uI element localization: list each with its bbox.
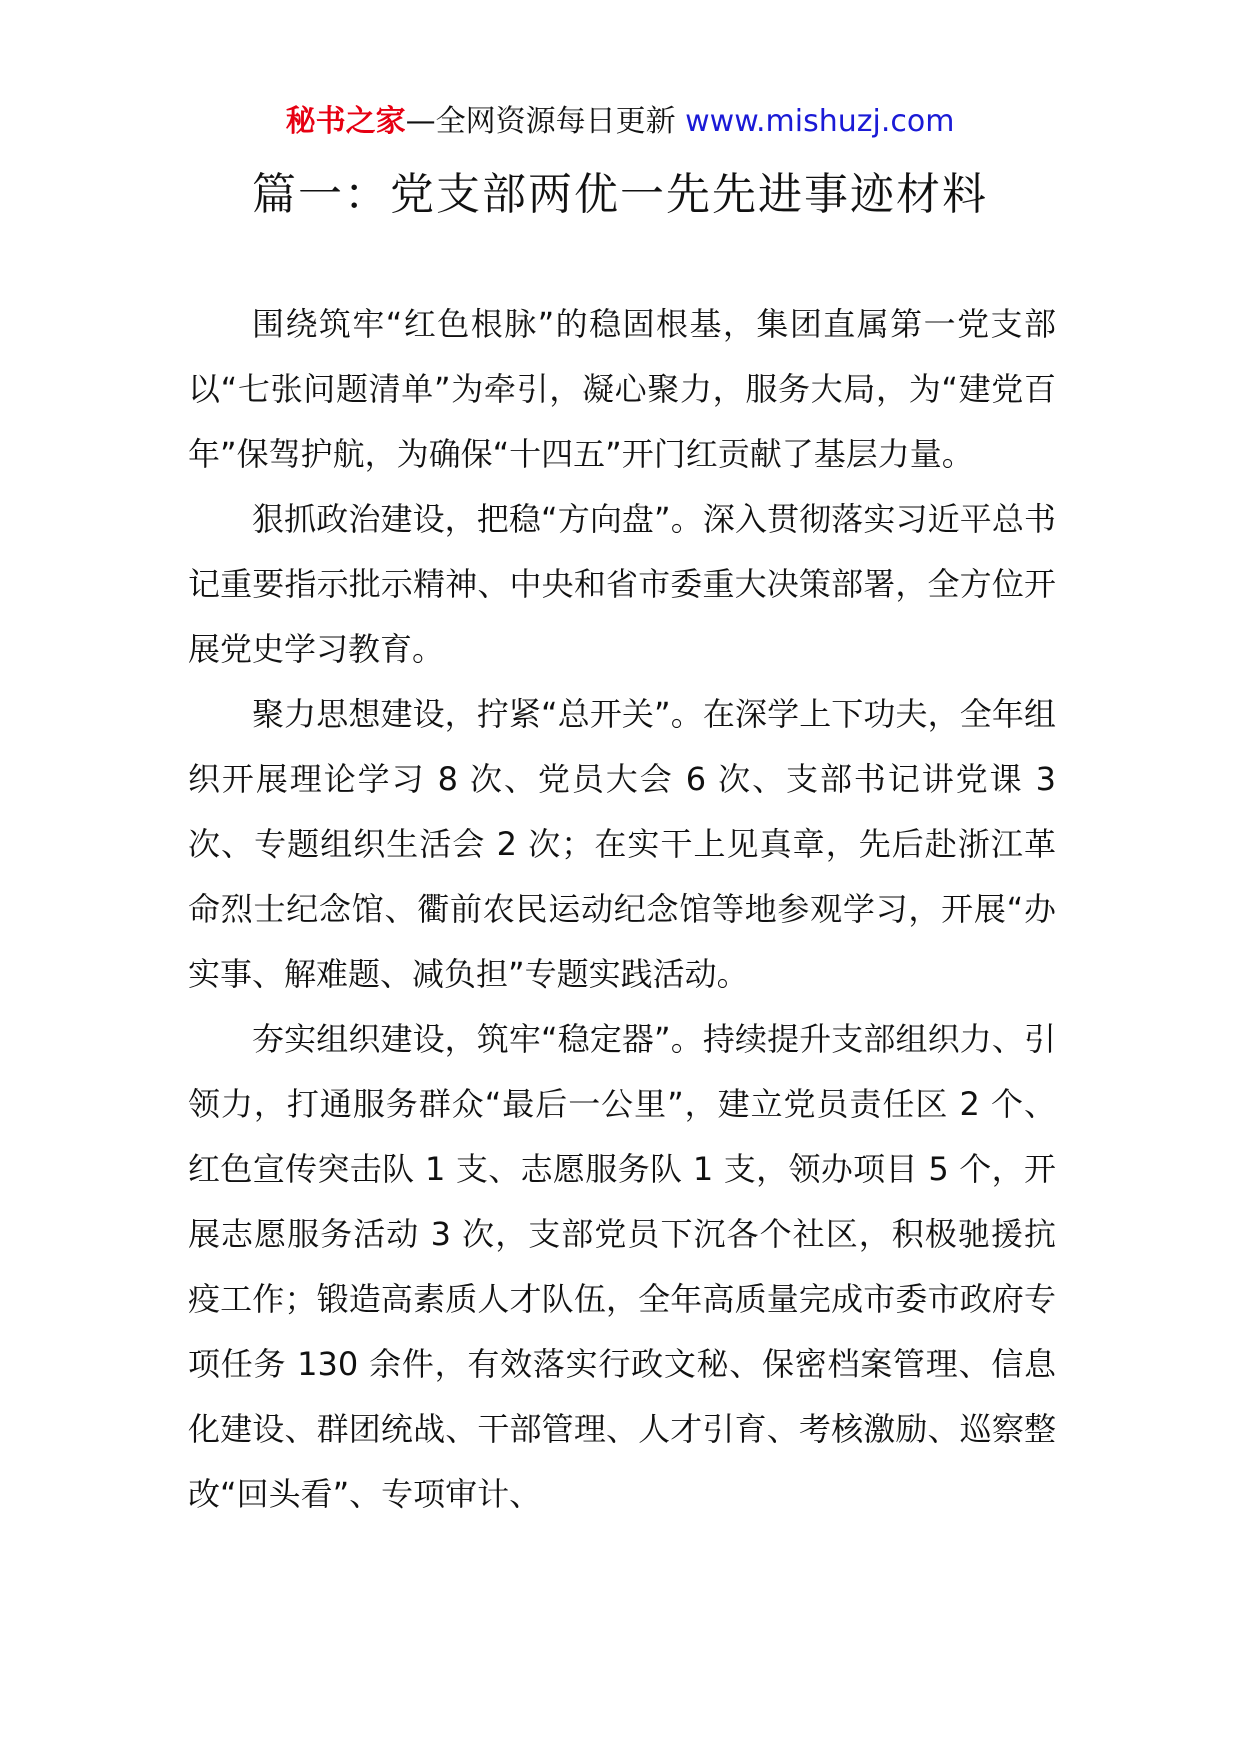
site-url-link[interactable]: www.mishuzj.com [685, 104, 955, 139]
paragraph-ideological: 聚力思想建设，拧紧“总开关”。在深学上下功夫，全年组织开展理论学习 8 次、党员大会 6 次、支部书记讲党课 3 次、专题组织生活会 2 次；在实干上见真章，先后赴浙江革命烈士纪念馆、衢前农民运动纪念馆等地参观学习，开展“办实事、解难题、减负担”专题实践活动。 [188, 695, 1056, 993]
document-body [188, 292, 1056, 1527]
paragraph-political: 狠抓政治建设，把稳“方向盘”。深入贯彻落实习近平总书记重要指示批示精神、中央和省市委重大决策部署，全方位开展党史学习教育。 [188, 500, 1056, 668]
site-header [0, 102, 1240, 142]
paragraph-organizational: 夯实组织建设，筑牢“稳定器”。持续提升支部组织力、引领力，打通服务群众“最后一公里”，建立党员责任区 2 个、红色宣传突击队 1 支、志愿服务队 1 支，领办项目 5 个，开展志愿服务活动 3 次，支部党员下沉各个社区，积极驰援抗疫工作；锻造高素质人才队伍，全年高质量完成市委市政府专项任务 130 余件，有效落实行政文秘、保密档案管理、信息化建设、群团统战、干部管理、人才引育、考核激励、巡察整改“回头看”、专项审计、 [188, 1020, 1056, 1513]
brand-slogan: —全网资源每日更新 [405, 104, 676, 139]
paragraph-intro: 围绕筑牢“红色根脉”的稳固根基，集团直属第一党支部以“七张问题清单”为牵引，凝心聚力，服务大局，为“建党百年”保驾护航，为确保“十四五”开门红贡献了基层力量。 [188, 305, 1056, 473]
brand-name: 秘书之家 [285, 104, 406, 139]
document-title: 篇一：党支部两优一先先进事迹材料 [252, 169, 988, 220]
